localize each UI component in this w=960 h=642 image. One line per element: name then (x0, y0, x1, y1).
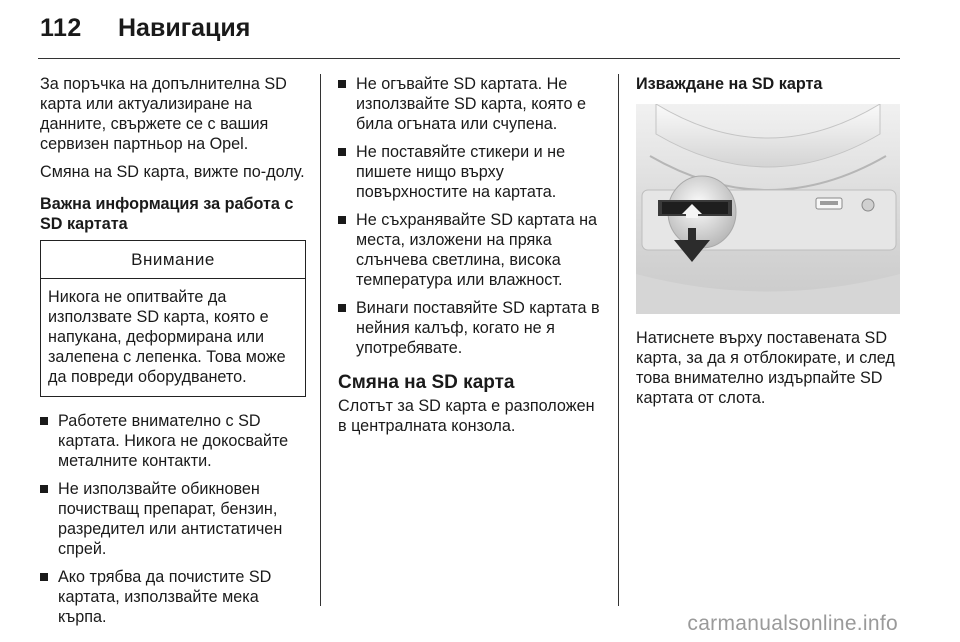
care-list-2 (338, 74, 606, 358)
bullet-square-icon (40, 485, 48, 493)
intro-paragraph: За поръчка на допълнителна SD карта или актуализиране на данните, свържете се с вашия сервизен партньор на Opel. (40, 75, 287, 153)
column-right (636, 74, 902, 416)
watermark: carmanualsonline.info (687, 612, 898, 635)
usb-port-inner (820, 201, 838, 205)
list-item: Не използвайте обикновен почистващ препарат, бензин, разредител или антистатичен спрей. (40, 479, 306, 559)
bullet-square-icon (40, 573, 48, 581)
warning-text: Никога не опитвайте да използвате SD карта, която е напукана, деформирана или залепена с лепенка. Това може да повреди оборудването. (48, 288, 286, 386)
bullet-square-icon (338, 148, 346, 156)
list-item: Не огъвайте SD картата. Не използвайте SD карта, която е била огъната или счупена. (338, 74, 606, 134)
warning-box (40, 240, 306, 397)
bullet-square-icon (338, 304, 346, 312)
change-note: Смяна на SD карта, вижте по-долу. (40, 163, 305, 181)
column-middle (338, 74, 606, 444)
bullet-square-icon (40, 417, 48, 425)
removal-heading: Изваждане на SD карта (636, 75, 823, 93)
page-number: 112 (40, 14, 82, 42)
column-left (40, 74, 306, 635)
list-item: Работете внимателно с SD картата. Никога не докосвайте металните контакти. (40, 411, 306, 471)
aux-jack-icon (862, 199, 874, 211)
bullet-square-icon (338, 80, 346, 88)
sd-slot-illustration (636, 104, 900, 314)
list-item: Винаги поставяйте SD картата в нейния калъф, когато не я употребявате. (338, 298, 606, 358)
column-divider-2 (618, 74, 619, 606)
arrow-down-stem (688, 228, 696, 242)
list-item: Ако трябва да почистите SD картата, използвайте мека кърпа. (40, 567, 306, 627)
bullet-square-icon (338, 216, 346, 224)
removal-caption: Натиснете върху поставената SD карта, за да я отблокирате, и след това внимателно издърпайте SD картата от слота. (636, 329, 895, 407)
console-svg (636, 104, 900, 314)
page-header (0, 0, 960, 62)
column-divider-1 (320, 74, 321, 606)
warning-title: Внимание (41, 241, 305, 279)
header-divider (38, 58, 900, 59)
page-title: Навигация (118, 14, 251, 42)
important-info-subhead: Важна информация за работа с SD картата (40, 195, 294, 233)
section-paragraph: Слотът за SD карта е разположен в централната конзола. (338, 397, 595, 435)
section-heading: Смяна на SD карта (338, 372, 515, 393)
list-item: Не поставяйте стикери и не пишете нищо върху повърхностите на картата. (338, 142, 606, 202)
list-item: Не съхранявайте SD картата на места, изложени на пряка слънчева светлина, висока температура или влажност. (338, 210, 606, 290)
care-list-1 (40, 411, 306, 627)
eject-arrow-base (686, 214, 698, 218)
